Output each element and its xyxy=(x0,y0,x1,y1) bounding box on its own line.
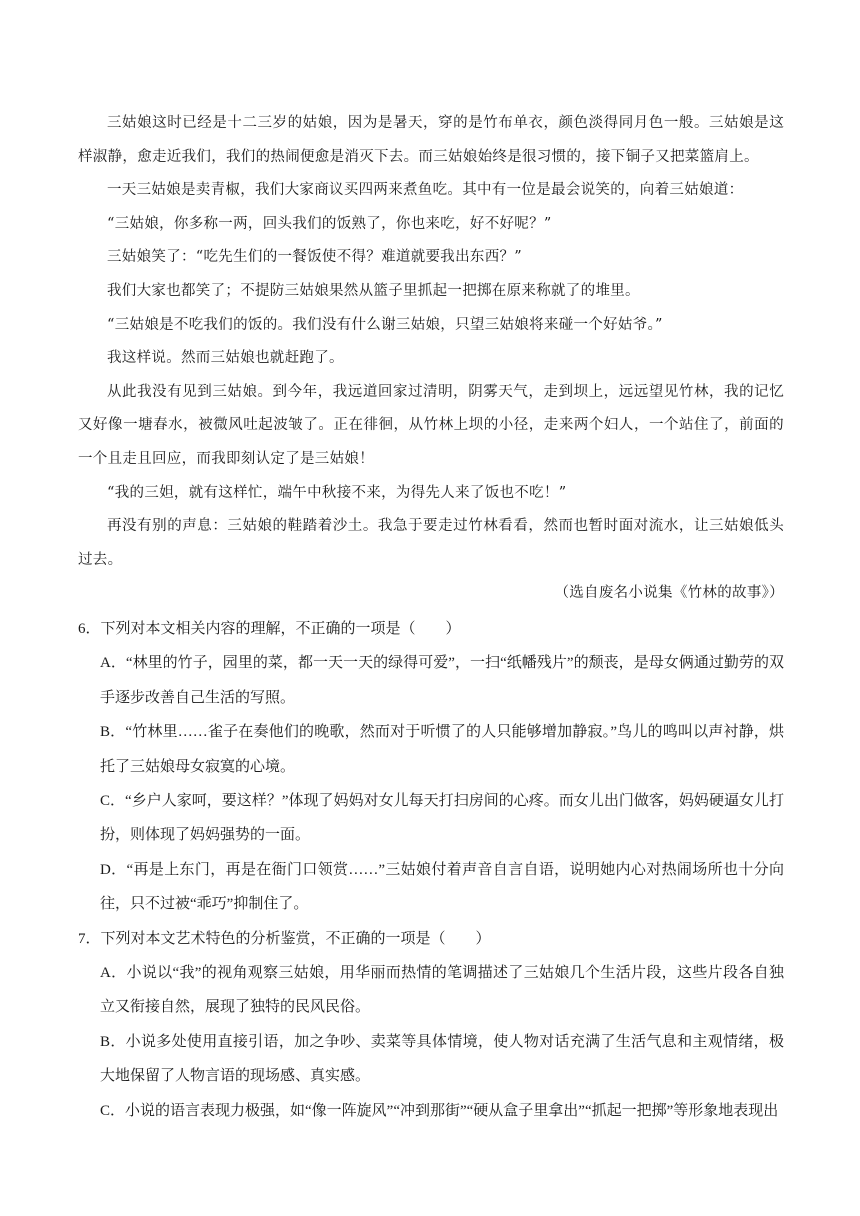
option-d: D．“再是上东门，再是在衙门口领赏……”三姑娘付着声音自言自语，说明她内心对热闹场所也十分向往，只不过被“乖巧”抑制住了。 xyxy=(100,861,784,913)
option-b: B．“竹林里……雀子在奏他们的晚歌，然而对于听惯了的人只能够增加静寂。”鸟儿的鸣叫以声衬静，烘托了三姑娘母女寂寞的心境。 xyxy=(100,724,784,775)
passage-paragraph: “我的三妲，就有这样忙，端午中秋接不来，为得先人来了饭也不吃！” xyxy=(107,484,567,501)
passage-paragraph: “三姑娘是不吃我们的饭的。我们没有什么谢三姑娘，只望三姑娘将来碰一个好姑爷。” xyxy=(107,316,663,333)
question-stem: 7．下列对本文艺术特色的分析鉴赏，不正确的一项是（ ） xyxy=(78,930,491,947)
question-section xyxy=(78,612,784,1128)
option-c: C．“乡户人家呵，要这样？”体现了妈妈对女儿每天打扫房间的心疼。而女儿出门做客，妈妈硬逼女儿打扮，则体现了妈妈强势的一面。 xyxy=(100,793,784,844)
passage-paragraph: 我们大家也都笑了；不提防三姑娘果然从篮子里抓起一把掷在原来称就了的堆里。 xyxy=(107,282,640,299)
question-7 xyxy=(78,922,784,1128)
option-b: B．小说多处使用直接引语，加之争吵、卖菜等具体情境，使人物对话充满了生活气息和主观情绪，极大地保留了人物言语的现场感、真实感。 xyxy=(100,1033,784,1085)
passage-paragraph: 我这样说。然而三姑娘也就赶跑了。 xyxy=(107,350,344,367)
source-citation: （选自废名小说集《竹林的故事》） xyxy=(554,585,784,602)
option-a: A．小说以“我”的视角观察三姑娘，用华丽而热情的笔调描述了三姑娘几个生活片段，这些片段各自独立又衔接自然，展现了独特的民风民俗。 xyxy=(100,965,784,1016)
passage-paragraph: 三姑娘这时已经是十二三岁的姑娘，因为是暑天，穿的是竹布单衣，颜色淡得同月色一般。三姑娘是这样淑静，愈走近我们，我们的热闹便愈是消灭下去。而三姑娘始终是很习惯的，接下铜子又把菜篮肩上。 xyxy=(78,115,784,165)
passage-paragraph: 从此我没有见到三姑娘。到今年，我远道回家过清明，阴雾天气，走到坝上，远远望见竹林，我的记忆又好像一塘春水，被微风吐起波皱了。正在徘徊，从竹林上坝的小径，走来两个妇人，一个站住了，前面的一个且走且回应，而我即刻认定了是三姑娘！ xyxy=(78,383,784,467)
passage-paragraph: 一天三姑娘是卖青椒，我们大家商议买四两来煮鱼吃。其中有一位是最会说笑的，向着三姑娘道： xyxy=(107,182,744,199)
story-passage xyxy=(78,107,784,611)
question-stem: 6．下列对本文相关内容的理解，不正确的一项是（ ） xyxy=(78,621,461,637)
passage-paragraph: “三姑娘，你多称一两，回头我们的饭熟了，你也来吃，好不好呢？” xyxy=(107,215,552,232)
passage-paragraph: 三姑娘笑了：“吃先生们的一餐饭使不得？难道就要我出东西？” xyxy=(107,249,523,266)
option-c: C．小说的语言表现力极强，如“像一阵旋风”“冲到那街”“硬从盒子里拿出”“抓起一把掷”等形象地表现出 xyxy=(100,1102,779,1119)
question-6 xyxy=(78,612,784,922)
option-a: A．“林里的竹子，园里的菜，都一天一天的绿得可爱”，一扫“纸幡残片”的颓丧，是母女俩通过勤劳的双手逐步改善自己生活的写照。 xyxy=(100,655,784,706)
passage-paragraph: 再没有别的声息：三姑娘的鞋踏着沙土。我急于要走过竹林看看，然而也暂时面对流水，让三姑娘低头过去。 xyxy=(78,518,784,568)
